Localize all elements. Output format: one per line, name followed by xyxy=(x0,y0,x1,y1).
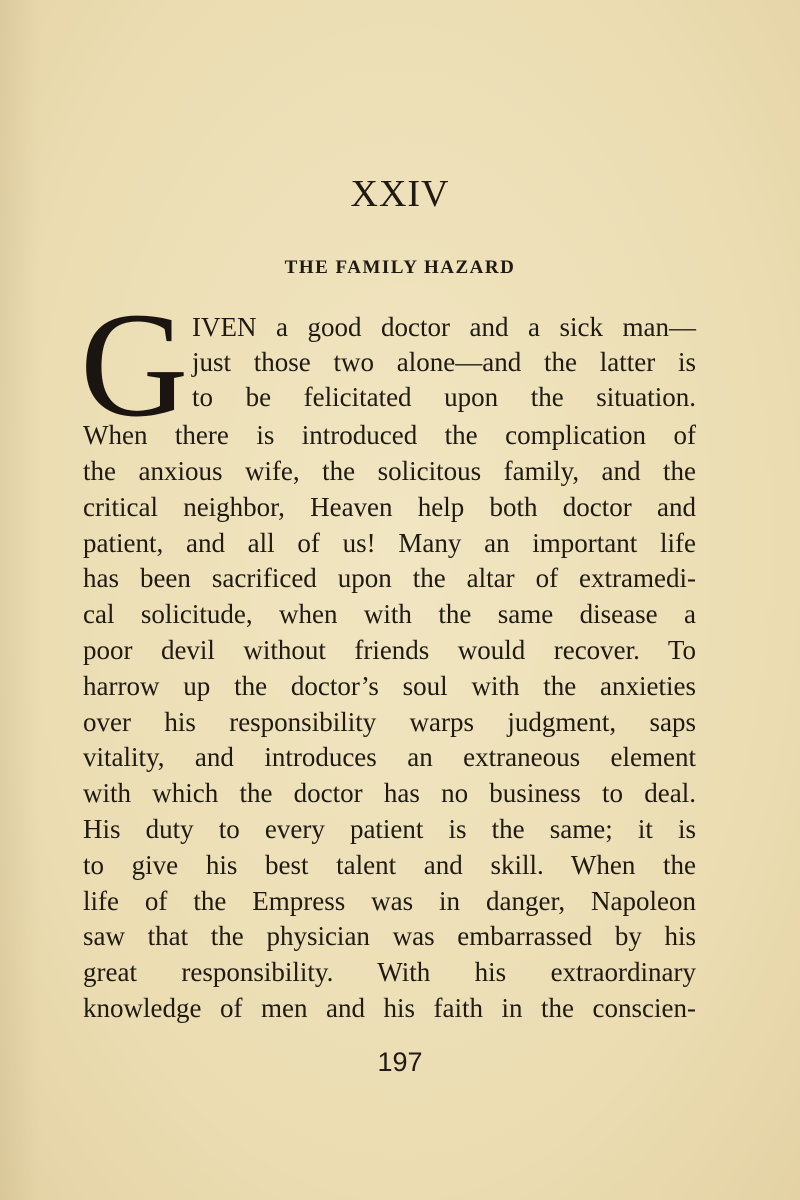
text-line: critical neighbor, Heaven help both doctor and xyxy=(83,492,696,522)
text-line: IVEN a good doctor and a sick man— xyxy=(192,312,696,342)
text-line: to be felicitated upon the situation. xyxy=(192,382,696,412)
text-line: great responsibility. With his extraordinary xyxy=(83,957,696,987)
text-line: poor devil without friends would recover. To xyxy=(83,635,696,665)
text-line: the anxious wife, the solicitous family, and the xyxy=(83,456,696,486)
text-line: His duty to every patient is the same; it is xyxy=(83,814,696,844)
text-line: vitality, and introduces an extraneous element xyxy=(83,742,696,772)
page-number: 197 xyxy=(377,1047,423,1077)
text-line: harrow up the doctor’s soul with the anxieties xyxy=(83,671,696,701)
text-line: over his responsibility warps judgment, saps xyxy=(83,707,696,737)
text-line: to give his best talent and skill. When the xyxy=(83,850,696,880)
text-line: has been sacrificed upon the altar of extramedi- xyxy=(83,563,696,593)
text-line: just those two alone—and the latter is xyxy=(192,347,696,377)
text-line: patient, and all of us! Many an important life xyxy=(83,528,696,558)
chapter-number: XXIV xyxy=(350,173,450,215)
text-line: saw that the physician was embarrassed by his xyxy=(83,921,696,951)
text-line: knowledge of men and his faith in the conscien- xyxy=(83,993,696,1023)
drop-cap-letter: G xyxy=(80,282,189,448)
text-line: with which the doctor has no business to deal. xyxy=(83,778,696,808)
text-line: cal solicitude, when with the same disease a xyxy=(83,599,696,629)
chapter-title: THE FAMILY HAZARD xyxy=(284,257,516,278)
text-line: life of the Empress was in danger, Napoleon xyxy=(83,886,696,916)
text-line: When there is introduced the complication of xyxy=(83,420,696,450)
